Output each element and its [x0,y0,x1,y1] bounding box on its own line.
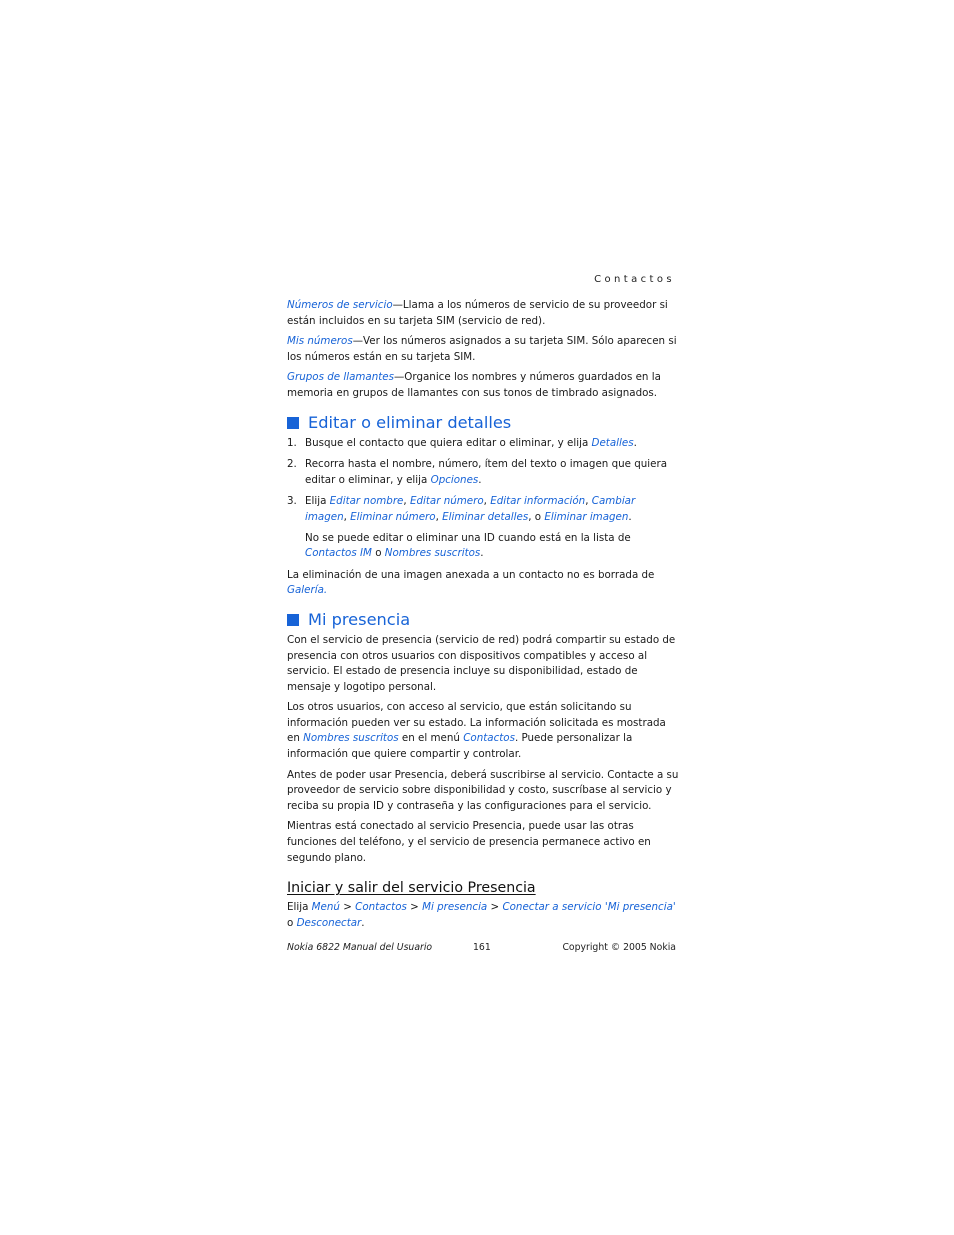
square-bullet-icon [287,614,299,626]
section-heading-my-presence [287,610,679,630]
page-content [287,298,679,936]
step-1 [287,436,679,452]
link-subscribed-names[interactable]: Nombres suscritos [384,547,481,560]
link-change-image[interactable]: Cambiar imagen [305,495,636,523]
separator: o [371,547,385,560]
page-number: 161 [473,942,491,953]
link-subscribed-names[interactable]: Nombres suscritos [303,732,399,745]
link-delete-number[interactable]: Eliminar número [350,510,436,523]
link-gallery[interactable]: Galería. [287,584,328,597]
closing-text: La eliminación de una imagen anexada a un contacto no es borrada de [287,568,655,581]
link-contacts[interactable]: Contactos [355,901,407,914]
section-heading-edit-delete [287,413,679,433]
intro-item-caller-groups [287,370,679,401]
running-header: Contactos [594,274,675,285]
step-number: 1. [287,436,297,449]
intro-item-service-numbers [287,298,679,329]
paragraph-text: . Puede personalizar la información que quiere compartir y controlar. [287,732,633,761]
separator: , [343,510,351,523]
separator: , [585,495,592,508]
link-my-presence[interactable]: Mi presencia [422,901,488,914]
link-edit-info[interactable]: Editar información [490,495,586,508]
footer-copyright: Copyright © 2005 Nokia [562,942,676,953]
separator: , [483,495,491,508]
step-text: Busque el contacto que quiera editar o eliminar, y elija [305,436,592,449]
path-or: o [287,916,297,929]
link-connect-presence[interactable]: Conectar a servicio 'Mi presencia' [502,901,676,914]
step-text: Recorra hasta el nombre, número, ítem del texto o imagen que quiera editar o eliminar, y elija [305,458,668,486]
note-text: No se puede editar o eliminar una ID cuando está en la lista de [305,531,631,544]
link-service-numbers[interactable]: Números de servicio [287,299,393,311]
presence-paragraph-4: Mientras está conectado al servicio Presencia, puede usar las otras funciones del teléfono, y el servicio de presencia permanece activo en segundo plano. [287,820,651,864]
punctuation: . [633,436,637,449]
punctuation: . [628,510,632,523]
steps-list [287,436,679,562]
punctuation: . [361,916,365,929]
intro-item-text: —Llama a los números de servicio de su proveedor si están incluidos en su tarjeta SIM (servicio de red). [287,299,668,327]
separator: , [435,510,443,523]
step-text: Elija [305,495,330,508]
intro-item-my-numbers [287,334,679,365]
path-lead: Elija [287,901,312,914]
intro-item-text: —Ver los números asignados a su tarjeta SIM. Sólo aparecen si los números están en su tarjeta SIM. [287,335,677,363]
path-separator: > [487,901,503,914]
separator: , [403,495,410,508]
section-title: Mi presencia [308,609,411,629]
link-contacts[interactable]: Contactos [463,732,515,745]
paragraph-text: Los otros usuarios, con acceso al servicio, que están solicitando su información pueden ver su estado. La información solicitada es mostrada en [287,701,666,745]
link-my-numbers[interactable]: Mis números [287,335,353,348]
punctuation: . [478,473,482,486]
presence-paragraph-2 [287,700,679,762]
step-3 [287,494,679,561]
step-2 [287,457,679,488]
menu-path [287,900,679,931]
square-bullet-icon [287,417,299,429]
presence-paragraph-3: Antes de poder usar Presencia, deberá suscribirse al servicio. Contacte a su proveedor de servicio sobre disponibilidad y costo, suscríbase al servicio y reciba su propia ID y contraseña y las configuraciones para el servicio. [287,768,679,812]
footer-manual-title: Nokia 6822 Manual del Usuario [287,942,433,953]
link-options[interactable]: Opciones [430,473,479,486]
separator: , o [528,510,545,523]
step-number: 2. [287,458,297,471]
step-number: 3. [287,495,297,508]
subsection-heading: Iniciar y salir del servicio Presencia [287,880,536,897]
presence-paragraph-1: Con el servicio de presencia (servicio de red) podrá compartir su estado de presencia con otros usuarios con dispositivos compatibles y acceso al servicio. El estado de presencia incluye su disponibilidad, estado de mensaje y logotipo personal. [287,633,676,693]
closing-note [287,568,679,599]
link-disconnect[interactable]: Desconectar [296,916,362,929]
link-delete-image[interactable]: Eliminar imagen [544,510,629,523]
link-caller-groups[interactable]: Grupos de llamantes [287,371,394,384]
intro-item-text: —Organice los nombres y números guardados en la memoria en grupos de llamantes con sus tonos de timbrado asignados. [287,371,661,399]
link-edit-name[interactable]: Editar nombre [329,495,404,508]
link-details[interactable]: Detalles [591,436,634,449]
link-delete-details[interactable]: Eliminar detalles [442,510,529,523]
link-im-contacts[interactable]: Contactos IM [305,547,372,560]
link-menu[interactable]: Menú [311,901,340,914]
paragraph-text: en el menú [398,732,464,745]
path-separator: > [339,901,356,914]
link-edit-number[interactable]: Editar número [409,495,484,508]
section-title: Editar o eliminar detalles [308,412,512,432]
path-separator: > [406,901,423,914]
punctuation: . [480,547,484,560]
step-note [305,531,679,562]
